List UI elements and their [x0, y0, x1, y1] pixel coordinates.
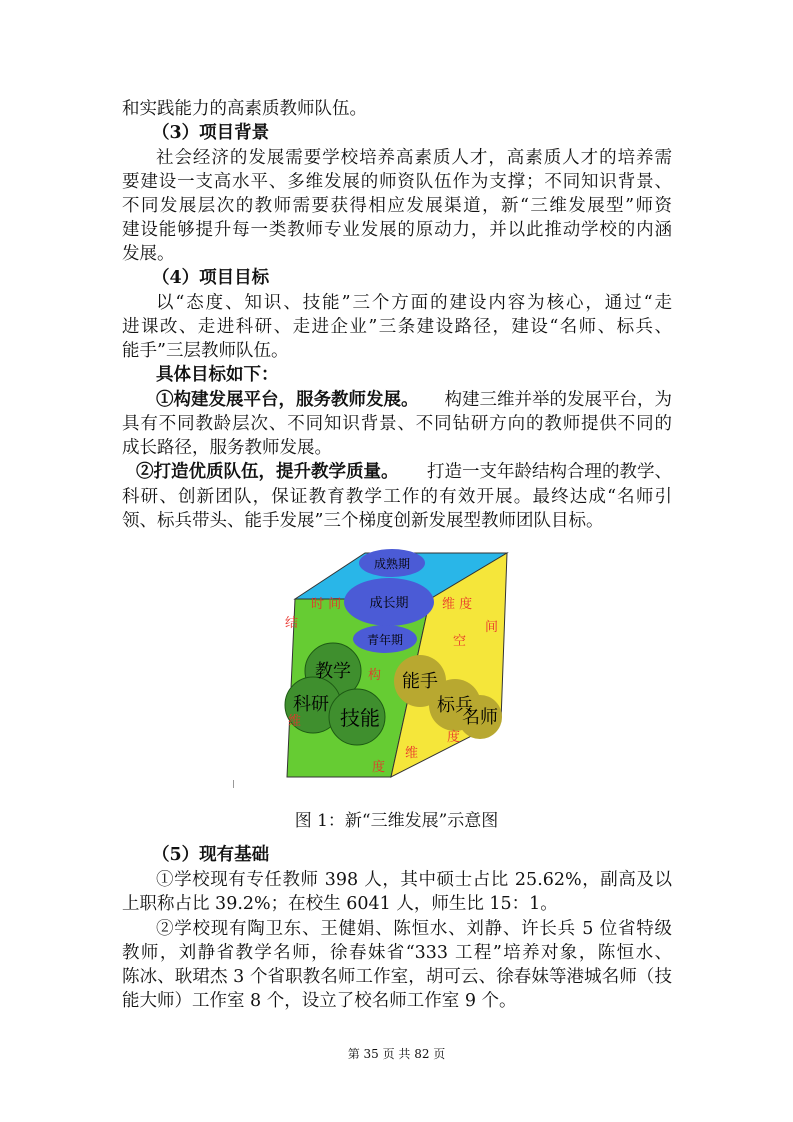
- goal-2-line: [136, 460, 672, 484]
- label-struct-1: 结: [285, 616, 299, 631]
- label-master: 名师: [462, 707, 498, 728]
- label-expert: 能手: [402, 671, 438, 692]
- text-line-1: 和实践能力的高素质教师队伍。: [122, 99, 367, 119]
- text-line-5: 不同发展层次的教师需要获得相应发展渠道，新“三维发展型”师资: [122, 196, 672, 216]
- label-struct-4: 度: [372, 760, 386, 775]
- text-line-20: 领、标兵带头、能手发展”三个梯度创新发展型教师团队目标。: [122, 511, 604, 531]
- text-line-3: 社会经济的发展需要学校培养高素质人才，高素质人才的培养需: [156, 148, 672, 168]
- label-struct-2: 构: [368, 668, 382, 683]
- text-line-25: ②学校现有陶卫东、王健娟、陈恒水、刘静、许长兵 5 位省特级: [156, 919, 672, 939]
- label-space-2: 间: [485, 620, 499, 635]
- text-line-26: 教师，刘静省教学名师，徐春妹省“333 工程”培养对象，陈恒水、: [122, 943, 672, 963]
- goal-2-title: ②打造优质队伍，提升教学质量。: [136, 462, 399, 482]
- label-space-4: 度: [447, 730, 461, 745]
- label-growth: 成长期: [369, 596, 409, 611]
- label-teaching: 教学: [315, 661, 351, 682]
- label-mature: 成熟期: [373, 557, 411, 571]
- text-line-28: 能大师）工作室 8 个，设立了校名师工作室 9 个。: [122, 991, 517, 1011]
- label-dimension-top: 维 度: [442, 597, 473, 612]
- goal-1-title: ①构建发展平台，服务教师发展。: [156, 390, 419, 410]
- text-line-15: 具有不同教龄层次、不同知识背景、不同钻研方向的教师提供不同的: [122, 414, 672, 434]
- label-space-1: 空: [453, 634, 467, 649]
- label-space-3: 维: [405, 746, 419, 761]
- text-line-19: 科研、创新团队，保证教育教学工作的有效开展。最终达成“名师引: [122, 487, 672, 507]
- heading-project-background: （3）项目背景: [152, 123, 270, 143]
- stray-mark: [233, 780, 234, 788]
- three-dimension-cube-figure: [275, 545, 515, 787]
- text-line-11: 能手”三层教师队伍。: [122, 341, 289, 361]
- label-time: 时 间: [311, 597, 342, 612]
- text-line-16: 成长路径，服务教师发展。: [122, 438, 332, 458]
- label-model: 标兵: [437, 695, 473, 716]
- page-footer: 第 35 页 共 82 页: [347, 1047, 446, 1061]
- text-line-24: 上职称占比 39.2%；在校生 6041 人，师生比 15：1。: [122, 894, 558, 914]
- label-struct-3: 维: [288, 714, 302, 729]
- text-line-27: 陈冰、耿珺杰 3 个省职教名师工作室，胡可云、徐春妹等港城名师（技: [122, 967, 672, 987]
- text-line-9: 以“态度、知识、技能”三个方面的建设内容为核心，通过“走: [156, 293, 672, 313]
- text-line-6: 建设能够提升每一类教师专业发展的原动力，并以此推动学校的内涵: [122, 220, 672, 240]
- goal-1-line: [156, 388, 672, 412]
- goal-2-text: 打造一支年龄结构合理的教学、: [427, 462, 672, 482]
- text-line-23: ①学校现有专任教师 398 人，其中硕士占比 25.62%，副高及以: [156, 870, 672, 890]
- label-research: 科研: [293, 694, 329, 715]
- text-line-4: 要建设一支高水平、多维发展的师资队伍作为支撑；不同知识背景、: [122, 172, 672, 192]
- text-line-7: 发展。: [122, 244, 175, 264]
- text-line-10: 进课改、走进科研、走进企业”三条建设路径，建设“名师、标兵、: [122, 317, 672, 337]
- label-skill: 技能: [340, 706, 380, 730]
- label-young: 青年期: [366, 633, 404, 647]
- heading-existing-basis: （5）现有基础: [152, 845, 270, 865]
- goal-1-text: 构建三维并举的发展平台，为: [444, 390, 672, 410]
- figure-caption: 图 1：新“三维发展”示意图: [294, 811, 499, 831]
- heading-project-goal: （4）项目目标: [152, 268, 270, 288]
- heading-specific-goals: 具体目标如下：: [156, 365, 279, 385]
